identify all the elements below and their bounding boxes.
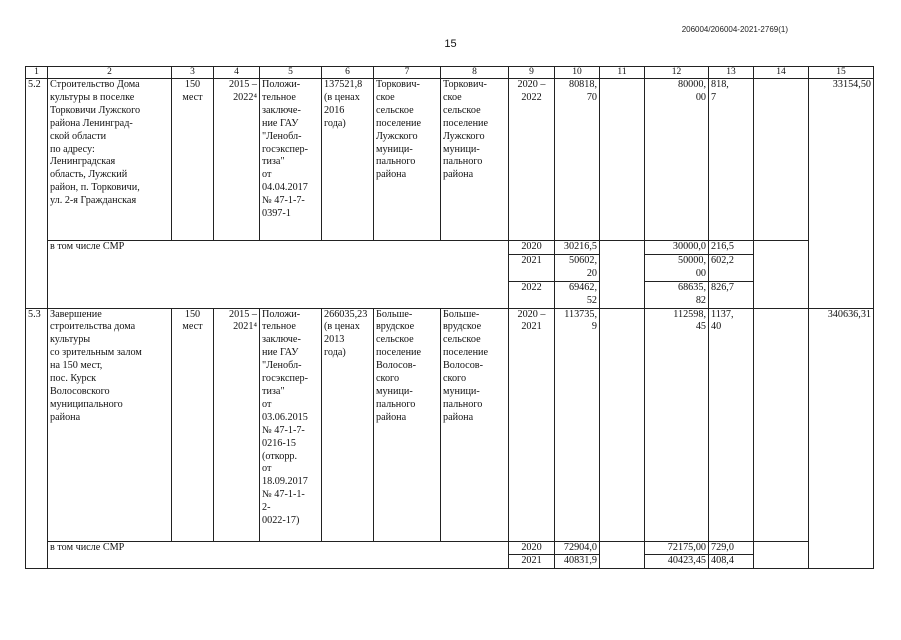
row-number: 5.3 <box>26 308 48 569</box>
smr-regional: 72175,00 <box>645 541 709 555</box>
col-11 <box>600 308 645 541</box>
developer: Больше- врудское сельское поселение Волосов- ского муници- пального района <box>441 308 509 541</box>
col-header: 13 <box>709 67 754 79</box>
program-table <box>25 66 874 569</box>
col-11 <box>600 241 645 255</box>
smr-total: 50602, 20 <box>555 254 600 281</box>
table-row <box>26 79 874 241</box>
smr-label: в том числе СМР <box>48 541 509 569</box>
smr-regional: 40423,45 <box>645 555 709 569</box>
col-11 <box>600 254 645 281</box>
construction-period: 2015 – 2021⁴ <box>214 308 260 541</box>
smr-regional: 30000,0 <box>645 241 709 255</box>
column-number-row <box>26 67 874 79</box>
local-budget: 818, 7 <box>709 79 754 241</box>
col-header: 12 <box>645 67 709 79</box>
regional-budget: 80000, 00 <box>645 79 709 241</box>
col-header: 15 <box>809 67 874 79</box>
smr-local: 826,7 <box>709 281 754 308</box>
col-header: 6 <box>322 67 374 79</box>
col-14 <box>754 241 809 309</box>
object-name: Строительство Дома культуры в поселке Торковичи Лужского района Ленинград- ской области по адресу: Ленинградская область, Лужский район, п. Торковичи, ул. 2-я Гражданская <box>48 79 172 241</box>
col-header: 8 <box>441 67 509 79</box>
total-amount: 80818, 70 <box>555 79 600 241</box>
smr-local: 216,5 <box>709 241 754 255</box>
col-header: 7 <box>374 67 441 79</box>
smr-year: 2020 <box>509 541 555 555</box>
col-11 <box>600 541 645 555</box>
table-row <box>26 241 874 255</box>
years: 2020 – 2021 <box>509 308 555 541</box>
smr-total: 30216,5 <box>555 241 600 255</box>
developer: Торкович- ское сельское поселение Лужского муници- пального района <box>441 79 509 241</box>
smr-year: 2022 <box>509 281 555 308</box>
estimated-cost: 266035,23 (в ценах 2013 года) <box>322 308 374 541</box>
col-header: 11 <box>600 67 645 79</box>
col-14 <box>754 308 809 541</box>
col-header: 10 <box>555 67 600 79</box>
balance-cost: 340636,31 <box>809 308 874 569</box>
col-header: 14 <box>754 67 809 79</box>
estimated-cost: 137521,8 (в ценах 2016 года) <box>322 79 374 241</box>
smr-year: 2020 <box>509 241 555 255</box>
balance-cost: 33154,50 <box>809 79 874 309</box>
page-number: 15 <box>444 38 457 50</box>
object-name: Завершение строительства дома культуры со зрительным залом на 150 мест, пос. Курск Волосовского муниципального района <box>48 308 172 541</box>
smr-year: 2021 <box>509 555 555 569</box>
capacity: 150 мест <box>172 308 214 541</box>
smr-local: 602,2 <box>709 254 754 281</box>
table-row <box>26 541 874 555</box>
col-header: 3 <box>172 67 214 79</box>
capacity: 150 мест <box>172 79 214 241</box>
years: 2020 – 2022 <box>509 79 555 241</box>
smr-label: в том числе СМР <box>48 241 509 309</box>
customer: Торкович- ское сельское поселение Лужского муници- пального района <box>374 79 441 241</box>
table-row <box>26 308 874 541</box>
col-header: 4 <box>214 67 260 79</box>
smr-total: 40831,9 <box>555 555 600 569</box>
col-11 <box>600 79 645 241</box>
row-number: 5.2 <box>26 79 48 309</box>
expertise-conclusion: Положи- тельное заключе- ние ГАУ "Ленобл- госэкспер- тиза" от 03.06.2015 № 47-1-7- 0216-15 (откорр. от 18.09.2017 № 47-1-1- 2- 0022-17) <box>260 308 322 541</box>
smr-year: 2021 <box>509 254 555 281</box>
smr-total: 69462, 52 <box>555 281 600 308</box>
construction-period: 2015 – 2022⁴ <box>214 79 260 241</box>
col-11 <box>600 281 645 308</box>
col-header: 9 <box>509 67 555 79</box>
customer: Больше- врудское сельское поселение Волосов- ского муници- пального района <box>374 308 441 541</box>
col-header: 2 <box>48 67 172 79</box>
smr-local: 408,4 <box>709 555 754 569</box>
regional-budget: 112598, 45 <box>645 308 709 541</box>
col-14 <box>754 541 809 569</box>
col-header: 1 <box>26 67 48 79</box>
expertise-conclusion: Положи- тельное заключе- ние ГАУ "Ленобл- госэкспер- тиза" от 04.04.2017 № 47-1-7- 0397-1 <box>260 79 322 241</box>
total-amount: 113735, 9 <box>555 308 600 541</box>
smr-local: 729,0 <box>709 541 754 555</box>
col-header: 5 <box>260 67 322 79</box>
smr-regional: 68635, 82 <box>645 281 709 308</box>
col-14 <box>754 79 809 241</box>
local-budget: 1137, 40 <box>709 308 754 541</box>
smr-regional: 50000, 00 <box>645 254 709 281</box>
smr-total: 72904,0 <box>555 541 600 555</box>
col-11 <box>600 555 645 569</box>
document-id: 206004/206004-2021-2769(1) <box>681 25 788 34</box>
